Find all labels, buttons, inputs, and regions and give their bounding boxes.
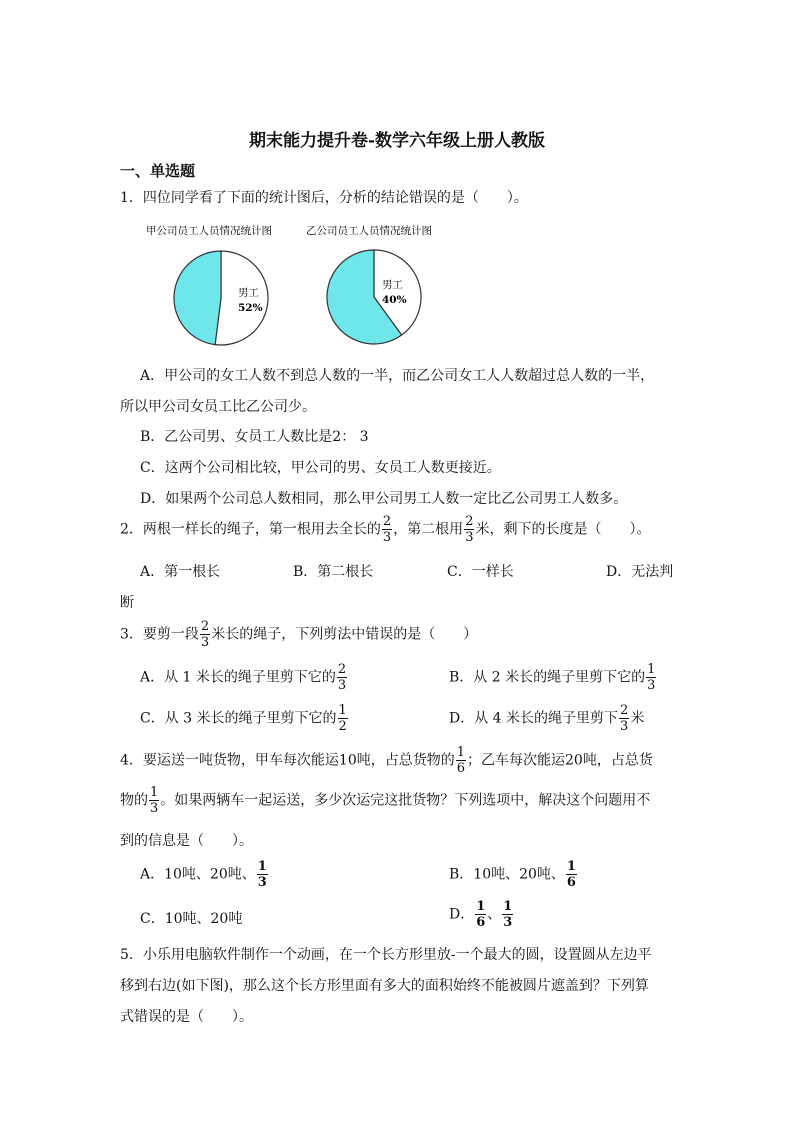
q4-option-d-fraction-2 [502,900,513,929]
slice-label: 男工 [382,279,403,291]
q1-option-a-line2: 所以甲公司女员工比乙公司少。 [120,399,316,415]
q4-line3: 到的信息是（ ）。 [120,833,253,849]
q4-line1 [120,746,653,775]
frac-den: 6 [456,761,466,776]
section-heading: 一、单选题 [120,162,196,180]
frac-den: 6 [476,915,486,930]
q4-line2-part1: 物的 [120,792,148,809]
frac-num: 2 [382,514,392,529]
pie-slice-female [174,251,221,345]
page-title: 期末能力提升卷-数学六年级上册人教版 [248,131,546,151]
pie-charts [140,218,460,353]
q3-option-a-text: A．从 1 米长的绳子里剪下它的 [140,669,336,686]
q5-line3: 式错误的是（ ）。 [120,1009,253,1025]
frac-den: 2 [338,719,347,734]
q4-option-b [449,860,578,889]
frac-num: 1 [647,662,656,677]
frac-den: 3 [465,530,474,545]
slice-value-label: 52% [238,302,263,314]
q4-line2-fraction [149,786,159,815]
chart-title-jia: 甲公司员工人员情况统计图 [146,225,272,237]
frac-num: 1 [566,859,576,874]
q3-option-d [449,704,644,733]
frac-den: 3 [337,678,347,693]
q4-option-a [140,860,269,889]
q3-option-d-fraction [619,704,629,733]
q5-line1: 5．小乐用电脑软件制作一个动画，在一个长方形里放-一个最大的圆，设置圆从左边平 [120,947,652,963]
frac-num: 1 [257,859,267,874]
frac-den: 3 [150,801,159,816]
q2-option-d-cont: 断 [120,595,134,611]
frac-den: 3 [382,530,392,545]
frac-num: 2 [465,514,474,529]
frac-num: 2 [337,662,347,677]
q4-option-a-fraction [257,860,268,889]
q1-stem: 1．四位同学看了下面的统计图后，分析的结论错误的是（ ）。 [120,190,528,206]
slice-value-label: 40% [382,294,407,306]
q4-option-d-text: D． [449,906,475,923]
frac-den: 3 [200,635,210,650]
q3-option-c-fraction [338,704,348,733]
q2-stem [120,515,650,544]
frac-num: 1 [476,899,486,914]
q2-fraction-1 [382,515,392,544]
frac-num: 1 [456,745,466,760]
q4-option-c: C．10吨、20吨 [140,911,243,927]
slice-label: 男工 [238,287,259,299]
q3-stem-part1: 3．要剪一段 [120,626,199,643]
q4-line2 [120,786,650,815]
q1-option-b: B．乙公司男、女员工人数比是2： 3 [140,429,369,445]
q4-line1-fraction [456,746,466,775]
frac-num: 2 [620,703,629,718]
q3-option-b-text: B．从 2 米长的绳子里剪下它的 [449,669,646,686]
q4-option-d-fraction-1 [475,900,486,929]
frac-num: 1 [150,785,159,800]
q3-stem [120,620,477,649]
chart-title-yi: 乙公司员工人员情况统计图 [306,225,432,237]
frac-den: 3 [647,678,656,693]
q3-option-b-fraction [646,663,656,692]
q2-stem-part2: ，第二根用 [393,521,464,538]
q4-line2-part2: 。如果两辆车一起运送，多少次运完这批货物？下列选项中，解决这个问题用不 [160,792,651,809]
frac-num: 1 [503,899,513,914]
q3-option-a-fraction [337,663,347,692]
frac-num: 2 [200,619,210,634]
frac-den: 3 [620,719,629,734]
q4-option-d [449,900,514,929]
q3-stem-part2: 米长的绳子，下列剪法中错误的是（ ） [211,626,478,643]
q1-option-a-line1: A．甲公司的女工人数不到总人数的一半，而乙公司女工人人数超过总人数的一半， [140,368,655,384]
q2-stem-part1: 2．两根一样长的绳子，第一根用去全长的 [120,521,381,538]
q4-option-d-separator: 、 [487,906,502,923]
q3-option-d-text: D．从 4 米长的绳子里剪下 [449,710,619,727]
q4-option-b-fraction [566,860,577,889]
frac-den: 6 [566,875,576,890]
frac-num: 1 [338,703,347,718]
q4-line1-part2: ；乙车每次能运20吨，占总货 [467,752,653,769]
frac-den: 3 [257,875,267,890]
q3-option-a [140,663,348,692]
q2-option-d: D．无法判 [606,564,674,580]
q2-stem-part3: 米，剩下的长度是（ ）。 [475,521,651,538]
q5-line2: 移到右边(如下图)，那么这个长方形里面有多大的面积始终不能被圆片遮盖到？下列算 [120,978,649,994]
q2-option-b: B．第二根长 [293,564,374,580]
q2-option-a: A．第一根长 [140,564,221,580]
q2-option-c: C．一样长 [447,564,514,580]
frac-den: 3 [503,915,513,930]
pie-chart-yi [327,250,421,344]
q4-option-a-text: A．10吨、20吨、 [140,866,256,883]
q2-fraction-2 [464,515,474,544]
q1-option-c: C．这两个公司相比较，甲公司的男、女员工人数更接近。 [140,460,501,476]
q4-option-b-text: B．10吨、20吨、 [449,866,565,883]
q1-option-d: D．如果两个公司总人数相同，那么甲公司男工人数一定比乙公司男工人数多。 [140,491,628,507]
q3-option-d-unit: 米 [630,710,645,727]
q3-option-c [140,704,349,733]
q4-line1-part1: 4．要运送一吨货物，甲车每次能运10吨，占总货物的 [120,752,455,769]
q3-option-c-text: C．从 3 米长的绳子里剪下它的 [140,710,337,727]
q3-fraction [200,620,210,649]
pie-chart-jia [174,251,268,345]
q3-option-b [449,663,657,692]
